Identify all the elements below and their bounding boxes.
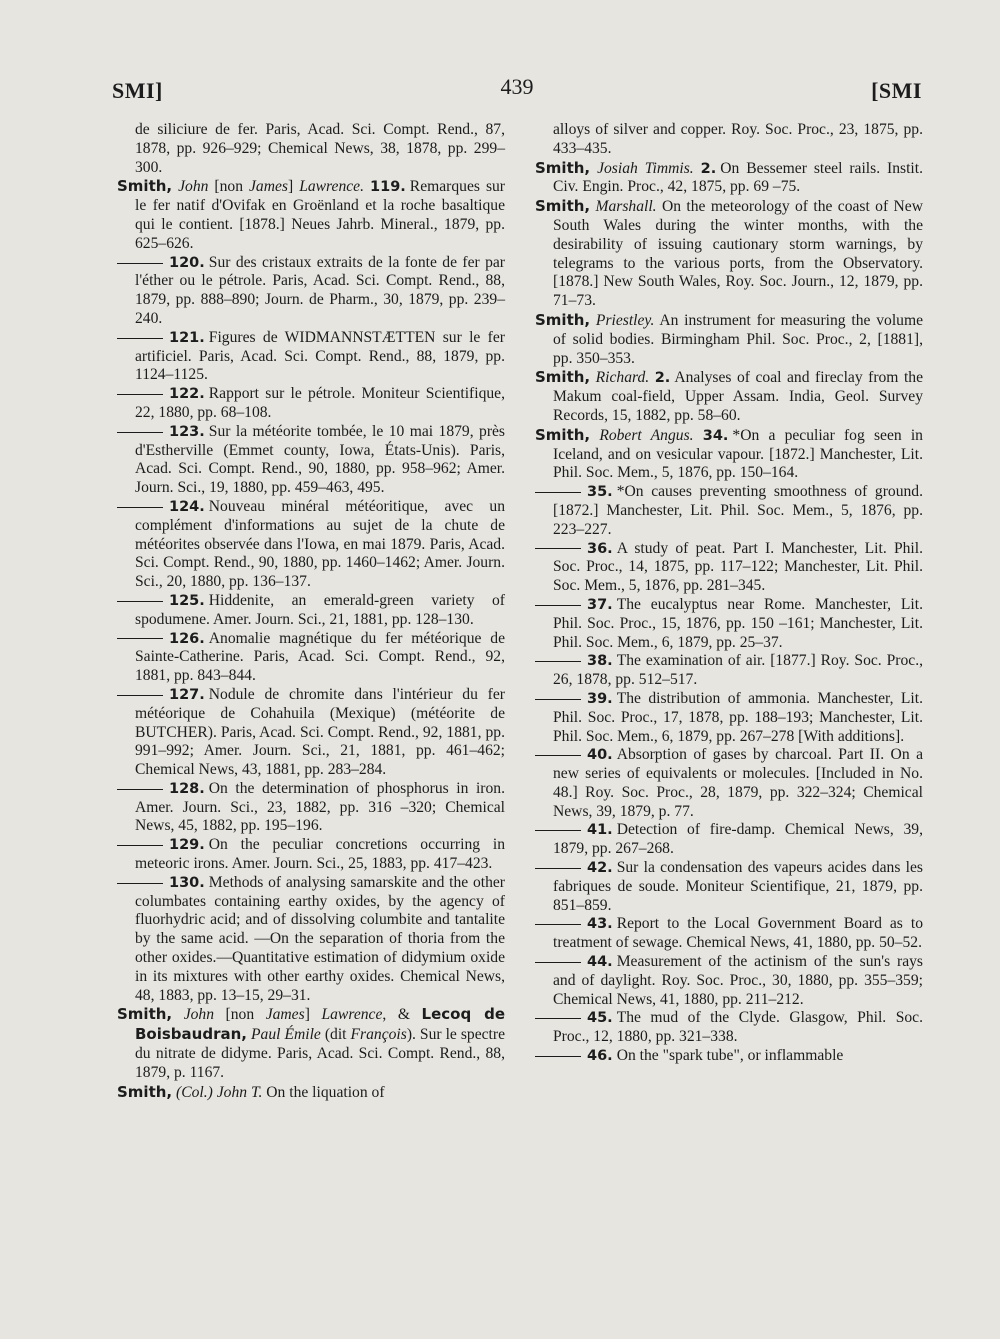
entry-text: *On a peculiar fog seen in Iceland, and on vesicular vapour. [1872.] Manchester, Lit. Phil. Soc. Mem., 5, 1876, pp. 150–164. [553, 426, 923, 482]
ditto-dash [535, 830, 581, 831]
author-surname: Smith, [535, 425, 591, 444]
entry-text: Hiddenite, an emerald-green variety of spodumene. Amer. Journ. Sci., 21, 1881, pp. 128–130. [135, 591, 505, 628]
entry-number: 123. [169, 423, 205, 440]
bibliography-entry [535, 121, 923, 159]
author-given-name: Marshall. [595, 198, 657, 216]
ditto-dash [535, 755, 581, 756]
entry-number: 124. [169, 498, 205, 515]
author-given-name: (Col.) John T. [176, 1083, 263, 1101]
entry-text: On the meteorology of the coast of New South Wales during the winter months, with the desirability of issuing cautionary storm warnings, by telegrams to the various ports, from the Observatory. [1878.] New South Wales, Roy. Soc. Journ., 12, 1879, pp. 71–73. [553, 198, 923, 310]
author-given-name: John [183, 1006, 214, 1024]
bibliography-entry [117, 1083, 505, 1103]
entry-number: 121. [169, 329, 205, 346]
ditto-dash [117, 883, 163, 884]
entry-number: 42. [587, 860, 613, 877]
ditto-dash [535, 605, 581, 606]
author-given-name: Robert Angus. [599, 426, 694, 444]
entry-text: Detection of fire-damp. Chemical News, 39, 1879, pp. 267–268. [553, 821, 923, 858]
bibliography-entry [117, 592, 505, 630]
ditto-dash [117, 263, 163, 264]
ditto-dash [117, 394, 163, 395]
entry-text: Sur des cristaux extraits de la fonte de fer par l'éther ou le pétrole. Paris, Acad. Sci. Compt. Rend., 88, 1879, pp. 888–890; Journ. de Pharm., 30, 1879, pp. 239–240. [135, 253, 505, 327]
entry-number: 122. [169, 386, 205, 403]
entry-number: 126. [169, 630, 205, 647]
bibliography-entry [535, 159, 923, 198]
bibliography-entry [535, 311, 923, 368]
author-surname: Smith, [535, 310, 591, 329]
entry-number: 44. [587, 954, 613, 971]
entry-number: 40. [587, 747, 613, 764]
entry-text: A study of peat. Part I. Manchester, Lit. Phil. Soc. Proc., 14, 1875, pp. 117–122; Manchester, Lit. Phil. Soc. Mem., 5, 1876, pp. 281–345. [553, 539, 923, 595]
entry-number: 37. [587, 596, 613, 613]
bibliography-entry [535, 596, 923, 652]
ditto-dash [117, 845, 163, 846]
entry-text: Rapport sur le pétrole. Moniteur Scientifique, 22, 1880, pp. 68–108. [135, 385, 505, 421]
entry-text: Absorption of gases by charcoal. Part II. On a new series of equivalents or molecules. [Included in No. 48.] Roy. Soc. Proc., 28, 1879, pp. 322–324; Chemical News, 39, 1879, p. 77. [553, 746, 923, 820]
entry-text: Sur le spectre du nitrate de didyme. Paris, Acad. Sci. Compt. Rend., 88, 1879, p. 1167. [135, 1026, 505, 1081]
bibliography-entry [535, 1047, 923, 1066]
entry-text: The distribution of ammonia. Manchester, Lit. Phil. Soc. Proc., 17, 1878, pp. 188–193; Manchester, Lit. Phil. Soc. Mem., 6, 1879, pp. 267–278 [With additions]. [553, 689, 923, 745]
entry-number: 46. [587, 1048, 613, 1065]
entry-number: 120. [169, 254, 205, 271]
author-surname: Smith, [535, 368, 591, 387]
bibliography-entry [535, 368, 923, 425]
entry-number: 36. [587, 540, 613, 557]
bibliography-entry [117, 836, 505, 874]
entry-text: The examination of air. [1877.] Roy. Soc. Proc., 26, 1878, pp. 512–517. [553, 652, 923, 689]
running-header [112, 74, 922, 114]
bibliography-entry [117, 177, 505, 253]
right-column [535, 121, 923, 1066]
entry-text: Nouveau minéral météoritique, avec un complément d'informations au sujet de la chute de météorites observée dans l'Iowa, en mai 1879. Paris, Acad. Sci. Compt. Rend., 90, 1880, pp. 1460–1462; Amer. Journ. Sci., 20, 1880, pp. 136–137. [135, 497, 505, 591]
author-given-name: Josiah Timmis. [597, 159, 694, 177]
entry-text: Analyses of coal and fireclay from the Makum coal-field, Upper Assam. India, Geol. Survey Records, 15, 1882, pp. 58–60. [553, 369, 923, 424]
ditto-dash [535, 924, 581, 925]
bibliography-entry [117, 498, 505, 592]
bibliography-entry [117, 385, 505, 423]
entry-text: Anomalie magnétique du fer météorique de Sainte-Catherine. Paris, Acad. Sci. Compt. Rend., 92, 1881, pp. 843–844. [135, 629, 505, 685]
entry-number: 2. [700, 160, 717, 177]
bibliography-entry [535, 1009, 923, 1047]
entry-text: Figures de WIDMANNSTÆTTEN sur le fer artificiel. Paris, Acad. Sci. Compt. Rend., 88, 1879, pp. 1124–1125. [135, 328, 505, 384]
entry-text: Measurement of the actinism of the sun's rays and of daylight. Roy. Soc. Proc., 30, 1880, pp. 355–359; Chemical News, 41, 1880, pp. 211–212. [553, 953, 923, 1008]
author-given-name: Priestley. [595, 311, 655, 329]
author-given-name: Richard. [595, 369, 650, 387]
bibliography-entry [117, 1005, 505, 1082]
ditto-dash [535, 1056, 581, 1057]
bibliography-entry [535, 746, 923, 821]
header-left-keyword: SMI] [112, 78, 163, 103]
ditto-dash [535, 868, 581, 869]
bibliography-entry [117, 254, 505, 329]
bibliography-entry [117, 121, 505, 177]
bibliography-entry [117, 780, 505, 836]
entry-text: de siliciure de fer. Paris, Acad. Sci. Compt. Rend., 87, 1878, pp. 926–929; Chemical News, 38, 1878, pp. 299–300. [135, 121, 505, 176]
author-given-name: John [178, 178, 209, 196]
ditto-dash [535, 548, 581, 549]
entry-number: 45. [587, 1010, 613, 1027]
ditto-dash [535, 661, 581, 662]
author-surname: Smith, [535, 158, 591, 177]
bibliography-entry [117, 329, 505, 385]
ditto-dash [117, 432, 163, 433]
bibliography-entry [535, 483, 923, 539]
entry-text: On the "spark tube", or inflammable [616, 1047, 844, 1065]
entry-text: On the peculiar concretions occurring in meteoric irons. Amer. Journ. Sci., 25, 1883, pp. 417–423. [135, 836, 505, 873]
bibliography-entry [535, 953, 923, 1009]
left-column [117, 121, 505, 1102]
ditto-dash [117, 638, 163, 639]
page-number: 439 [500, 74, 534, 99]
bibliography-entry [535, 859, 923, 915]
bibliography-entry [117, 423, 505, 498]
entry-number: 43. [587, 916, 613, 933]
ditto-dash [535, 962, 581, 963]
entry-text: Sur la condensation des vapeurs acides dans les fabriques de soude. Moniteur Scientifique, 21, 1879, pp. 851–859. [553, 859, 923, 914]
entry-number: 128. [169, 780, 205, 797]
entry-text: Report to the Local Government Board as to treatment of sewage. Chemical News, 41, 1880, pp. 50–52. [553, 915, 923, 952]
entry-text: On the determination of phosphorus in iron. Amer. Journ. Sci., 23, 1882, pp. 316 –320; Chemical News, 45, 1882, pp. 195–196. [135, 779, 505, 835]
entry-text: Sur la météorite tombée, le 10 mai 1879, près d'Estherville (Emmet county, Iowa, États-Unis). Paris, Acad. Sci. Compt. Rend., 90, 1880, pp. 958–962; Amer. Journ. Sci., 19, 1880, pp. 459–463, 495. [135, 422, 505, 497]
entry-number: 119. [370, 179, 406, 196]
entry-text: Remarques sur le fer natif d'Ovifak en Groënland et la roche basaltique qui le contient. [1878.] Neues Jahrb. Mineral., 1879, pp. 625–626. [135, 178, 505, 252]
bibliography-entry [535, 197, 923, 311]
ditto-dash [117, 601, 163, 602]
author-surname: Smith, [117, 1082, 173, 1101]
bibliography-entry [117, 686, 505, 780]
bibliography-entry [535, 540, 923, 596]
entry-text: *On causes preventing smoothness of ground. [1872.] Manchester, Lit. Phil. Soc. Mem., 5, 1876, pp. 223–227. [553, 483, 923, 538]
ditto-dash [535, 699, 581, 700]
entry-number: 2. [654, 370, 671, 387]
entry-number: 41. [587, 822, 613, 839]
author-surname: Smith, [535, 197, 591, 216]
entry-number: 39. [587, 690, 613, 707]
bibliography-entry [117, 630, 505, 686]
entry-number: 127. [169, 686, 205, 703]
bibliography-entry [117, 874, 505, 1006]
ditto-dash [117, 695, 163, 696]
author-qualifier: [non James] Lawrence. [208, 178, 365, 196]
entry-number: 125. [169, 592, 205, 609]
entry-number: 34. [702, 427, 729, 444]
ditto-dash [535, 1018, 581, 1019]
ditto-dash [117, 338, 163, 339]
bibliography-entry [535, 652, 923, 690]
author-surname: Smith, [117, 1005, 173, 1024]
entry-text: alloys of silver and copper. Roy. Soc. Proc., 23, 1875, pp. 433–435. [553, 121, 923, 157]
entry-text: On Bessemer steel rails. Instit. Civ. Engin. Proc., 42, 1875, pp. 69 –75. [553, 159, 923, 196]
author-surname: Smith, [117, 177, 173, 196]
header-right-keyword: [SMI [871, 78, 922, 103]
entry-text: The eucalyptus near Rome. Manchester, Lit. Phil. Soc. Proc., 15, 1876, pp. 150 –161; Manchester, Lit. Phil. Soc. Mem., 6, 1879, pp. 25–37. [553, 595, 923, 651]
bibliography-entry [535, 915, 923, 953]
entry-number: 35. [587, 484, 613, 501]
entry-text: On the liquation of [266, 1083, 385, 1101]
ditto-dash [535, 492, 581, 493]
bibliography-entry [535, 426, 923, 483]
bibliography-entry [535, 821, 923, 859]
entry-text: Nodule de chromite dans l'intérieur du fer météorique de Cohahuila (Mexique) (météorite de BUTCHER). Paris, Acad. Sci. Compt. Rend., 92, 1881, pp. 991–992; Amer. Journ. Sci., 21, 1881, pp. 461–462; Chemical News, 43, 1881, pp. 283–284. [135, 685, 505, 779]
author-qualifier: [non James] Lawrence, & Lecoq de Boisbaudran, Paul Émile (dit François). [135, 1005, 505, 1044]
ditto-dash [117, 789, 163, 790]
entry-number: 130. [169, 874, 205, 891]
ditto-dash [117, 507, 163, 508]
entry-number: 129. [169, 837, 205, 854]
entry-text: The mud of the Clyde. Glasgow, Phil. Soc. Proc., 12, 1880, pp. 321–338. [553, 1009, 923, 1046]
entry-text: Methods of analysing samarskite and the other columbates containing earthy oxides, by the agency of fluorhydric acid; and of dissolving columbite and tantalite by the same acid. —On the separation of thoria from the other oxides.—Quantitative estimation of didymium oxide in its mixtures with other earthy oxides. Chemical News, 48, 1883, pp. 13–15, 29–31. [135, 873, 505, 1004]
entry-number: 38. [587, 653, 613, 670]
bibliography-entry [535, 690, 923, 746]
entry-text: An instrument for measuring the volume of solid bodies. Birmingham Phil. Soc. Proc., 2, [1881], pp. 350–353. [553, 311, 923, 367]
